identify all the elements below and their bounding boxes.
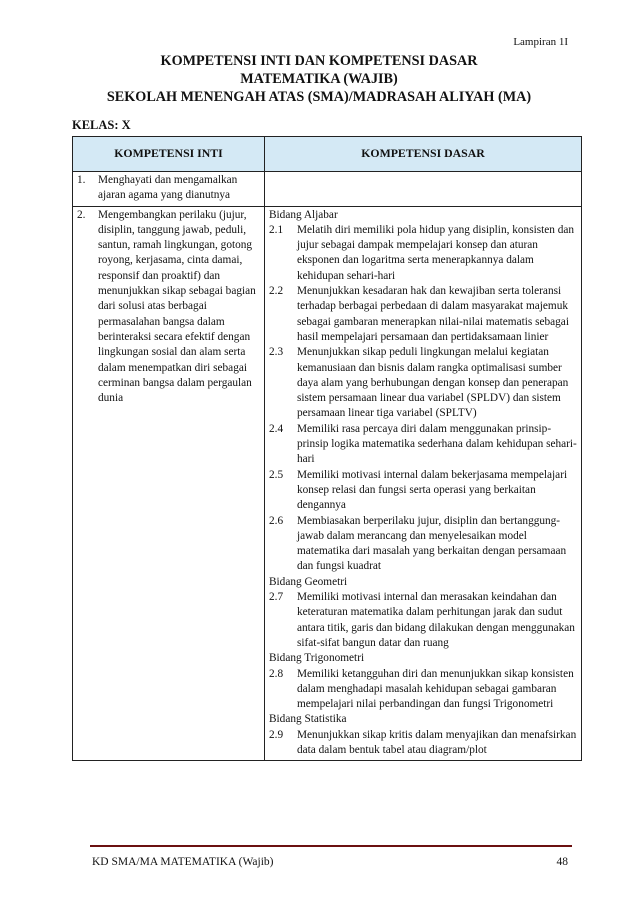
kd-item (269, 590, 578, 651)
kd-text: Menunjukkan sikap peduli lingkungan melalui kegiatan kemanusiaan dan bisnis dalam rangka optimalisasi sumber daya alam yang berhubungan dengan konsep dan penerapan sistem persamaan linear dua variabel (SPLDV) dan sistem persamaan linear tiga variabel (SPLTV) (297, 346, 569, 420)
kd-number: 2.5 (269, 468, 284, 481)
kd-number: 2.8 (269, 667, 284, 680)
kd-number: 2.9 (269, 728, 284, 741)
kd-item (269, 514, 578, 575)
bidang-geometri: Bidang Geometri (269, 575, 348, 588)
kd-text: Membiasakan berperilaku jujur, disiplin dan bertanggung-jawab dalam merancang dan menyelesaikan model matematika dari masalah yang berkaitan dengan persamaan dan fungsi kuadrat (297, 514, 567, 573)
kd-text: Memiliki rasa percaya diri dalam menggunakan prinsip-prinsip logika matematika sederhana dalam kehidupan sehari-hari (297, 422, 577, 466)
title-line-3: SEKOLAH MENENGAH ATAS (SMA)/MADRASAH ALIYAH (MA) (106, 89, 532, 105)
title-line-1: KOMPETENSI INTI DAN KOMPETENSI DASAR (160, 53, 478, 69)
ki-1-number: 1. (77, 174, 86, 186)
ki-2-text: Mengembangkan perilaku (jujur, disiplin, tanggung jawab, peduli, santun, ramah lingkungan, gotong royong, kerjasama, cinta damai, responsif dan proaktif) dan menunjukkan sikap sebagai bagian dari solusi atas berbagai permasalahan bangsa dalam berinteraksi secara efektif dengan lingkungan sosial dan alam serta dalam menempatkan diri sebagai cerminan bangsa dalam pergaulan dunia (98, 208, 256, 405)
bidang-statistika: Bidang Statistika (269, 713, 347, 726)
kd-item (269, 284, 578, 345)
kd-number: 2.4 (269, 422, 284, 435)
kd-item (269, 223, 578, 284)
kd-text: Menunjukkan kesadaran hak dan kewajiban serta toleransi terhadap berbagai perbedaan di dalam masyarakat majemuk sebagai gambaran menerapkan nilai-nilai matematis sebagai hasil mempelajari persamaan dan pertidaksamaan linier (297, 285, 569, 343)
kd-number: 2.2 (269, 285, 284, 298)
kd-text: Memiliki motivasi internal dan merasakan keindahan dan keteraturan matematika dalam perhitungan jarak dan sudut antara titik, garis dan bidang dilakukan dengan menggunakan sifat-sifat bangun datar dan ruang (297, 591, 575, 649)
document-title (0, 52, 638, 106)
kd-number: 2.1 (269, 223, 284, 236)
kd-number: 2.6 (269, 514, 284, 527)
table-header-row (73, 137, 582, 172)
ki-1-text: Menghayati dan mengamalkan ajaran agama yang dianutnya (98, 174, 238, 202)
kd-item (269, 468, 578, 514)
kd-item (269, 422, 578, 468)
ki-2-number: 2. (77, 208, 86, 221)
kd-list-cell (265, 206, 582, 761)
ki-2-cell (73, 206, 265, 761)
kd-item (269, 728, 578, 759)
bidang-aljabar: Bidang Aljabar (269, 208, 338, 221)
kd-text: Menunjukkan sikap kritis dalam menyajikan dan menafsirkan data dalam bentuk tabel atau diagram/plot (297, 728, 577, 756)
footer-title: KD SMA/MA MATEMATIKA (Wajib) (92, 856, 274, 868)
kd-text: Memiliki ketangguhan diri dan menunjukkan sikap konsisten dalam menghadapi masalah kehidupan sebagai gambaran mempelajari nilai perbandingan dan fungsi Trigonometri (297, 667, 574, 711)
kd-number: 2.7 (269, 591, 284, 604)
kd-item (269, 667, 578, 713)
header-kompetensi-inti: KOMPETENSI INTI (73, 137, 265, 172)
table-row (73, 206, 582, 761)
kd-text: Melatih diri memiliki pola hidup yang disiplin, konsisten dan jujur sebagai dampak mempelajari konsep dan aturan eksponen dan logaritma serta menerapkannya dalam kehidupan sehari-hari (297, 223, 575, 282)
bidang-trigonometri: Bidang Trigonometri (269, 652, 365, 665)
kelas-label: KELAS: X (72, 118, 131, 132)
header-kompetensi-dasar: KOMPETENSI DASAR (265, 137, 582, 172)
kd-empty-cell (265, 172, 582, 207)
footer-divider (90, 845, 572, 847)
lampiran-label: Lampiran 1I (513, 36, 568, 48)
table-row (73, 172, 582, 207)
page-number: 48 (556, 856, 568, 868)
ki-1-cell (73, 172, 265, 207)
kd-number: 2.3 (269, 346, 284, 359)
title-line-2: MATEMATIKA (WAJIB) (240, 71, 398, 87)
kd-text: Memiliki motivasi internal dalam bekerjasama mempelajari konsep relasi dan fungsi serta operasi yang berkaitan dengannya (297, 468, 568, 512)
kd-item (269, 345, 578, 421)
competency-table (72, 136, 582, 761)
